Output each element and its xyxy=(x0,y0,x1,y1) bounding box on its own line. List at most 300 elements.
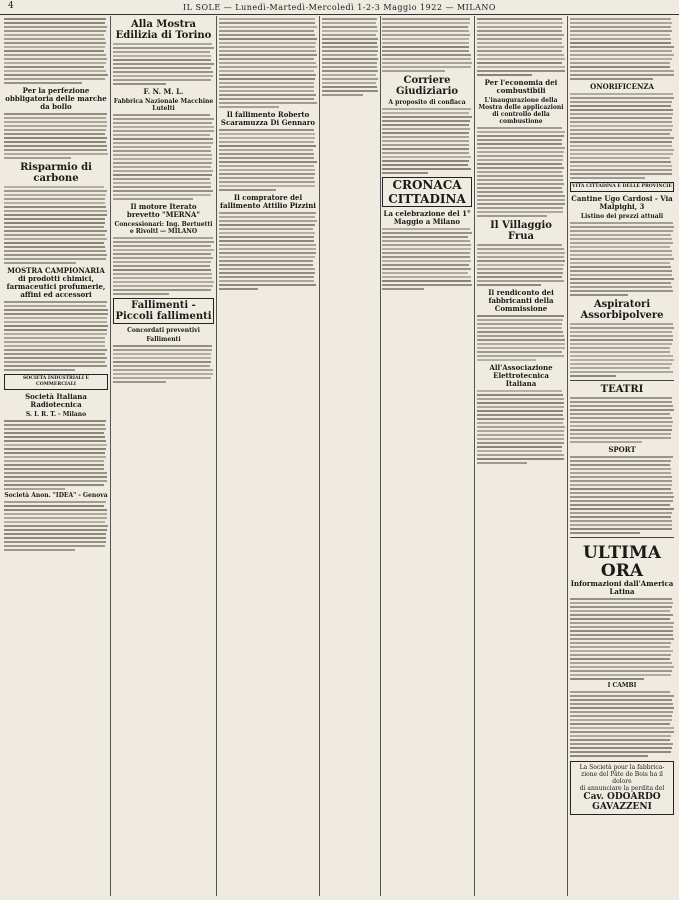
text-line xyxy=(4,129,106,131)
text-line xyxy=(570,129,672,131)
text-line xyxy=(570,371,673,373)
text-line xyxy=(477,54,564,56)
column-rule xyxy=(474,16,475,896)
text-line xyxy=(382,26,468,28)
text-line xyxy=(4,484,104,486)
text-line xyxy=(570,674,671,676)
text-line xyxy=(477,62,562,64)
text-line xyxy=(219,18,315,20)
text-line xyxy=(113,55,211,57)
text-line xyxy=(570,476,672,478)
text-line xyxy=(113,253,211,255)
masthead xyxy=(0,0,679,15)
text-line xyxy=(219,145,316,147)
text-line xyxy=(570,331,672,333)
text-line xyxy=(570,125,673,127)
headline-fallimenti: Fallimenti - Piccoli fallimenti xyxy=(113,298,214,324)
text-line xyxy=(113,162,212,164)
text-line xyxy=(570,456,673,458)
section-box-societa: SOCIETÀ INDUSTRIALI E COMMERCIALI xyxy=(4,374,108,390)
text-line xyxy=(570,278,674,280)
text-line xyxy=(4,365,107,367)
headline-fnml: F. N. M. L. xyxy=(143,87,184,96)
text-line xyxy=(570,246,670,248)
text-line xyxy=(477,319,563,321)
obituary-line-2: zione del Pâte de Bois ha il dolore xyxy=(581,771,663,785)
column-3 xyxy=(219,16,317,896)
text-line xyxy=(477,66,565,68)
text-line xyxy=(4,190,107,192)
text-line xyxy=(477,175,563,177)
text-line xyxy=(113,349,212,351)
text-line xyxy=(4,476,107,478)
text-line xyxy=(477,179,563,181)
text-line xyxy=(570,18,671,20)
text-line xyxy=(113,166,211,168)
text-line xyxy=(477,434,564,436)
section-box-vita-cittadina: VITA CITTADINA E DELLE PROVINCIE xyxy=(570,182,674,192)
text-line xyxy=(570,262,670,264)
text-line xyxy=(113,67,211,69)
text-line xyxy=(382,54,471,56)
text-line xyxy=(570,650,673,652)
column-rule xyxy=(567,16,568,896)
text-line xyxy=(4,78,105,80)
subhead-idea: Società Anon. "IDEA" - Genova xyxy=(4,492,108,499)
subhead-fallimenti: Fallimenti xyxy=(146,336,181,343)
text-line xyxy=(4,238,107,240)
text-line xyxy=(4,186,104,188)
text-line xyxy=(570,642,671,644)
article-text xyxy=(570,691,674,757)
text-line xyxy=(570,630,673,632)
text-line xyxy=(4,218,105,220)
text-line xyxy=(4,214,107,216)
text-line xyxy=(570,727,674,729)
text-line xyxy=(477,458,564,460)
text-line xyxy=(4,424,105,426)
text-line xyxy=(570,137,674,139)
text-line xyxy=(4,361,105,363)
text-line xyxy=(570,363,672,365)
headline-economia-combustibili: Per l'economia dei combustibili xyxy=(484,78,558,95)
headline-fallimento-scaramuzza: Il fallimento Roberto Scaramuzza Di Gennaro xyxy=(220,110,316,127)
subhead-concordati: Concordati preventivi xyxy=(127,327,200,334)
text-line xyxy=(322,26,377,28)
article-text xyxy=(477,18,565,76)
article-text xyxy=(322,18,378,96)
text-line xyxy=(570,145,672,147)
text-line xyxy=(570,375,616,377)
text-line xyxy=(4,149,107,151)
text-line xyxy=(477,351,562,353)
text-line xyxy=(382,38,469,40)
headline-marche-bollo: Per la perfezione obbligatoria delle marche da bollo xyxy=(5,86,107,111)
headline-villaggio-frua: Il Villaggio Frua xyxy=(490,220,552,242)
text-line xyxy=(322,74,376,76)
text-line xyxy=(219,280,314,282)
text-line xyxy=(113,59,211,61)
text-line xyxy=(570,101,672,103)
text-line xyxy=(570,294,628,296)
text-line xyxy=(477,38,562,40)
text-line xyxy=(4,444,107,446)
text-line xyxy=(113,377,211,379)
text-line xyxy=(219,244,316,246)
text-line xyxy=(570,691,670,693)
text-line xyxy=(382,228,470,230)
text-line xyxy=(382,116,472,118)
text-line xyxy=(4,333,107,335)
text-line xyxy=(219,272,315,274)
text-line xyxy=(4,345,105,347)
text-line xyxy=(4,26,107,28)
text-line xyxy=(477,339,565,341)
text-line xyxy=(477,323,562,325)
text-line xyxy=(4,82,82,84)
text-line xyxy=(570,715,672,717)
text-line xyxy=(4,313,108,315)
text-line xyxy=(382,160,469,162)
text-line xyxy=(4,194,106,196)
article-text xyxy=(4,501,108,551)
subhead-listino: Listino dei prezzi attuali xyxy=(580,213,664,220)
text-line xyxy=(382,30,469,32)
text-line xyxy=(4,222,105,224)
text-line xyxy=(219,94,316,96)
text-line xyxy=(219,157,314,159)
text-line xyxy=(570,492,673,494)
text-line xyxy=(477,430,564,432)
text-line xyxy=(382,268,471,270)
article-text xyxy=(570,222,674,296)
subhead-sirt: S. I. R. T. - Milano xyxy=(25,411,87,418)
text-line xyxy=(113,146,211,148)
text-line xyxy=(570,270,672,272)
text-line xyxy=(219,264,313,266)
text-line xyxy=(4,70,106,72)
text-line xyxy=(4,353,105,355)
text-line xyxy=(570,286,672,288)
text-line xyxy=(382,288,424,290)
text-line xyxy=(219,102,317,104)
text-line xyxy=(570,105,671,107)
text-line xyxy=(219,141,314,143)
headline-ultima-ora: ULTIMA ORA xyxy=(582,543,661,581)
text-line xyxy=(570,437,671,439)
text-line xyxy=(219,189,276,191)
headline-corriere-giudiziario: Corriere Giudiziario xyxy=(395,75,459,97)
text-line xyxy=(219,54,317,56)
text-line xyxy=(570,743,673,745)
column-7 xyxy=(570,16,674,896)
text-line xyxy=(219,42,316,44)
subhead-conflaca: A proposito di conflaca xyxy=(388,99,466,106)
text-line xyxy=(477,331,563,333)
text-line xyxy=(219,22,315,24)
text-line xyxy=(570,678,644,680)
article-text xyxy=(570,323,674,377)
text-line xyxy=(382,124,469,126)
text-line xyxy=(570,173,672,175)
article-text xyxy=(477,390,565,464)
text-line xyxy=(219,74,316,76)
text-line xyxy=(570,417,672,419)
text-line xyxy=(4,210,107,212)
text-line xyxy=(570,78,653,80)
text-line xyxy=(113,79,211,81)
text-line xyxy=(382,172,428,174)
obituary-line-1: La Società pour la fabbrica- xyxy=(579,764,665,771)
text-line xyxy=(4,54,106,56)
text-line xyxy=(570,242,673,244)
text-line xyxy=(4,468,104,470)
text-line xyxy=(113,118,214,120)
text-line xyxy=(113,126,214,128)
text-line xyxy=(4,58,107,60)
text-line xyxy=(322,58,378,60)
text-line xyxy=(4,309,108,311)
text-line xyxy=(477,215,547,217)
text-line xyxy=(570,755,648,757)
text-line xyxy=(570,405,673,407)
text-line xyxy=(382,18,470,20)
text-line xyxy=(570,739,670,741)
subhead-cambi: I CAMBI xyxy=(607,682,637,689)
text-line xyxy=(4,545,105,547)
subhead-fabbrica: Fabbrica Nazionale Macchine Lutelti xyxy=(113,98,214,112)
text-line xyxy=(4,305,106,307)
text-line xyxy=(4,464,104,466)
text-line xyxy=(219,30,314,32)
text-line xyxy=(570,46,674,48)
text-line xyxy=(477,315,564,317)
text-line xyxy=(382,244,471,246)
text-line xyxy=(570,323,673,325)
text-line xyxy=(570,339,673,341)
article-text xyxy=(382,108,472,174)
text-line xyxy=(570,472,671,474)
text-line xyxy=(322,54,377,56)
text-line xyxy=(570,409,674,411)
text-line xyxy=(570,464,670,466)
article-text xyxy=(219,18,317,108)
text-line xyxy=(570,441,642,443)
text-line xyxy=(570,169,672,171)
text-line xyxy=(477,203,565,205)
text-line xyxy=(570,274,672,276)
text-line xyxy=(4,22,105,24)
text-line xyxy=(4,480,107,482)
article-text xyxy=(570,93,674,179)
text-line xyxy=(382,42,469,44)
text-line xyxy=(570,618,670,620)
text-line xyxy=(219,260,313,262)
text-line xyxy=(219,212,316,214)
text-line xyxy=(219,149,313,151)
text-line xyxy=(4,153,108,155)
text-line xyxy=(219,70,314,72)
text-line xyxy=(4,509,107,511)
article-text xyxy=(4,18,108,84)
text-line xyxy=(4,428,106,430)
text-line xyxy=(382,276,471,278)
text-line xyxy=(477,260,565,262)
text-line xyxy=(477,248,564,250)
text-line xyxy=(570,425,672,427)
text-line xyxy=(570,141,672,143)
text-line xyxy=(219,50,316,52)
article-text xyxy=(570,598,674,680)
text-line xyxy=(570,254,672,256)
text-line xyxy=(477,355,564,357)
text-line xyxy=(570,496,674,498)
text-line xyxy=(477,50,562,52)
text-line xyxy=(477,244,562,246)
text-line xyxy=(113,158,212,160)
article-text xyxy=(4,301,108,371)
text-line xyxy=(219,252,316,254)
text-line xyxy=(570,97,674,99)
text-line xyxy=(113,198,193,200)
article-text xyxy=(219,129,317,191)
text-line xyxy=(477,42,562,44)
text-line xyxy=(219,129,314,131)
text-line xyxy=(382,50,469,52)
text-line xyxy=(477,34,564,36)
text-line xyxy=(4,30,106,32)
text-line xyxy=(477,359,536,361)
text-line xyxy=(4,521,105,523)
text-line xyxy=(570,165,672,167)
text-line xyxy=(570,70,674,72)
text-line xyxy=(570,282,671,284)
headline-cantine-cardosi: Cantine Ugo Cardosi - Via Malpighi, 3 xyxy=(571,194,673,211)
text-line xyxy=(477,131,565,133)
text-line xyxy=(113,369,213,371)
masthead-title: IL SOLE — Lunedì-Martedì-Mercoledì 1-2-3 Maggio 1922 — MILANO xyxy=(183,2,496,12)
article-text xyxy=(219,212,317,290)
text-line xyxy=(570,177,645,179)
text-line xyxy=(4,133,105,135)
text-line xyxy=(113,178,210,180)
article-text xyxy=(4,186,108,264)
text-line xyxy=(570,133,670,135)
article-text xyxy=(477,315,565,361)
headline-aspiratori: Aspiratori Assorbipolvere xyxy=(580,299,664,321)
text-line xyxy=(113,269,211,271)
text-line xyxy=(382,252,470,254)
text-line xyxy=(382,136,469,138)
text-line xyxy=(477,414,563,416)
text-line xyxy=(477,46,564,48)
text-line xyxy=(382,152,469,154)
text-line xyxy=(219,98,314,100)
text-line xyxy=(219,58,314,60)
text-line xyxy=(113,71,213,73)
text-line xyxy=(113,170,213,172)
text-line xyxy=(4,513,107,515)
text-line xyxy=(570,30,672,32)
text-line xyxy=(477,22,563,24)
headline-teatri: TEATRI xyxy=(600,384,644,395)
headline-mostra-campionaria: MOSTRA CAMPIONARIA di prodotti chimici, farmaceutici profumerie, affini ed accessori xyxy=(6,266,106,299)
article-text xyxy=(570,456,674,534)
text-line xyxy=(570,26,671,28)
article-text xyxy=(113,114,214,200)
text-line xyxy=(570,38,671,40)
text-line xyxy=(570,66,670,68)
text-line xyxy=(477,135,564,137)
text-line xyxy=(219,288,258,290)
text-line xyxy=(570,638,674,640)
text-line xyxy=(477,454,564,456)
column-5 xyxy=(382,16,472,896)
text-line xyxy=(570,512,672,514)
text-line xyxy=(570,397,672,399)
text-line xyxy=(570,421,673,423)
text-line xyxy=(570,602,673,604)
text-line xyxy=(4,325,108,327)
text-line xyxy=(477,426,565,428)
text-line xyxy=(4,533,106,535)
text-line xyxy=(4,137,107,139)
text-line xyxy=(382,236,468,238)
text-line xyxy=(4,18,106,20)
text-line xyxy=(113,357,211,359)
text-line xyxy=(4,337,105,339)
text-line xyxy=(477,151,564,153)
text-line xyxy=(570,646,670,648)
text-line xyxy=(382,284,472,286)
text-line xyxy=(113,122,212,124)
text-line xyxy=(570,238,672,240)
text-line xyxy=(219,220,317,222)
text-line xyxy=(570,484,672,486)
headline-rendiconto: Il rendiconto dei fabbricanti della Commissione xyxy=(488,288,554,313)
text-line xyxy=(382,264,469,266)
text-line xyxy=(477,442,564,444)
text-line xyxy=(322,82,376,84)
text-line xyxy=(113,182,211,184)
text-line xyxy=(219,216,315,218)
text-line xyxy=(113,249,214,251)
text-line xyxy=(113,241,214,243)
text-line xyxy=(322,46,378,48)
divider xyxy=(570,380,674,381)
text-line xyxy=(4,525,108,527)
text-line xyxy=(113,150,211,152)
text-line xyxy=(570,93,673,95)
subhead-concessionari: Concessionari: Ing. Bertuetti e Rivoltl — MILANO xyxy=(114,221,213,235)
text-line xyxy=(382,62,472,64)
text-line xyxy=(382,256,470,258)
text-line xyxy=(570,359,674,361)
text-line xyxy=(219,137,315,139)
text-line xyxy=(219,38,317,40)
text-line xyxy=(382,240,470,242)
text-line xyxy=(4,46,105,48)
text-line xyxy=(570,109,673,111)
text-line xyxy=(4,357,107,359)
text-line xyxy=(382,34,470,36)
text-line xyxy=(113,353,211,355)
text-line xyxy=(570,50,672,52)
text-line xyxy=(113,277,212,279)
text-line xyxy=(477,30,562,32)
text-line xyxy=(477,127,562,129)
text-line xyxy=(4,301,107,303)
